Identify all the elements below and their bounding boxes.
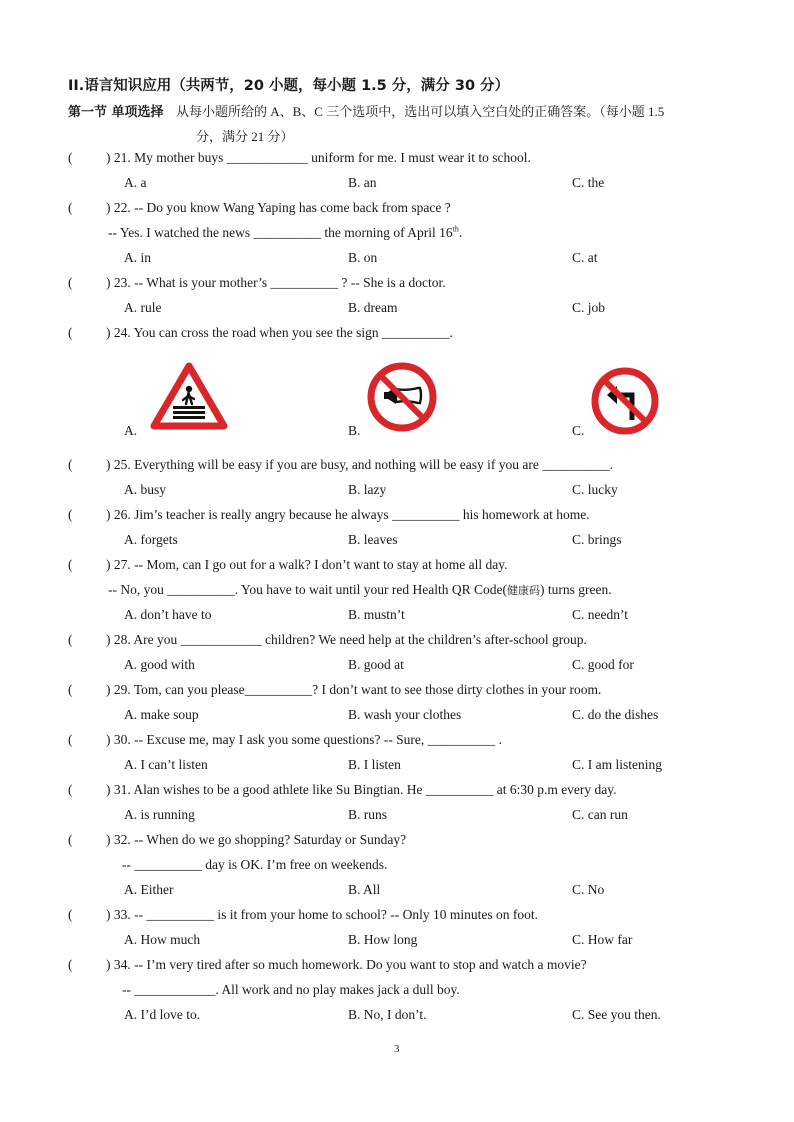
answer-bracket-32[interactable]: ( [68,832,73,847]
question-21-option-a[interactable]: A. a [124,175,147,190]
question-33-stem: ) 33. -- __________ is it from your home to school? -- Only 10 minutes on foot. [106,907,538,922]
section-title: II.语言知识应用（共两节，20 小题，每小题 1.5 分，满分 30 分） [68,78,510,94]
question-30-option-a[interactable]: A. I can’t listen [124,757,208,772]
question-31-option-a[interactable]: A. is running [124,807,195,822]
question-34-option-c[interactable]: C. See you then. [572,1007,661,1022]
question-21-stem: ) 21. My mother buys ____________ uniform for me. I must wear it to school. [106,150,531,165]
question-33-option-c[interactable]: C. How far [572,932,633,947]
question-26-option-c[interactable]: C. brings [572,532,622,547]
question-30-option-c[interactable]: C. I am listening [572,757,662,772]
answer-bracket-22[interactable]: ( [68,200,73,215]
question-34-option-b[interactable]: B. No, I don’t. [348,1007,427,1022]
answer-bracket-25[interactable]: ( [68,457,73,472]
question-27-option-a[interactable]: A. don’t have to [124,607,212,622]
question-31-option-b[interactable]: B. runs [348,807,388,822]
no-honking-sign-icon[interactable] [366,361,438,433]
question-26-stem: ) 26. Jim’s teacher is really angry because he always __________ his homework at home. [106,507,590,522]
question-24-option-c[interactable]: C. [572,423,585,438]
part-instruction: 从每小题所给的 A、B、C 三个选项中，选出可以填入空白处的正确答案。（每小题 1.5 [176,104,665,119]
question-22-option-b[interactable]: B. on [348,250,378,265]
answer-bracket-24[interactable]: ( [68,325,73,340]
question-24-option-a[interactable]: A. [124,423,138,438]
health-code-chinese: 健康码 [506,585,540,597]
question-29-option-b[interactable]: B. wash your clothes [348,707,462,722]
question-22-response-text: -- Yes. I watched the news __________ the morning of April 16 [108,225,453,240]
question-26-option-b[interactable]: B. leaves [348,532,398,547]
question-26-option-a[interactable]: A. forgets [124,532,178,547]
answer-bracket-34[interactable]: ( [68,957,73,972]
part-instruction-continued: 分，满分 21 分） [196,129,294,144]
part-label: 第一节 单项选择 [68,105,164,120]
question-34-option-a[interactable]: A. I’d love to. [124,1007,201,1022]
question-29-option-c[interactable]: C. do the dishes [572,707,659,722]
page-number: 3 [394,1043,400,1055]
question-23-option-a[interactable]: A. rule [124,300,162,315]
question-27-response-end: ) turns green. [539,582,612,597]
question-23-option-c[interactable]: C. job [572,300,606,315]
question-25-option-a[interactable]: A. busy [124,482,167,497]
question-32-response: -- __________ day is OK. I’m free on weekends. [122,857,388,872]
question-31-stem: ) 31. Alan wishes to be a good athlete like Su Bingtian. He __________ at 6:30 p.m every day. [106,782,617,797]
question-27-option-c[interactable]: C. needn’t [572,607,628,622]
question-22-response [108,225,462,241]
question-31-option-c[interactable]: C. can run [572,807,628,822]
question-27-response [108,582,612,598]
answer-bracket-27[interactable]: ( [68,557,73,572]
question-23-stem: ) 23. -- What is your mother’s __________ ? -- She is a doctor. [106,275,446,290]
question-34-response: -- ____________. All work and no play makes jack a dull boy. [122,982,460,997]
answer-bracket-26[interactable]: ( [68,507,73,522]
question-32-option-b[interactable]: B. All [348,882,381,897]
question-33-option-b[interactable]: B. How long [348,932,418,947]
question-25-option-c[interactable]: C. lucky [572,482,618,497]
question-23-option-b[interactable]: B. dream [348,300,398,315]
question-24-option-b[interactable]: B. [348,423,361,438]
question-32-option-c[interactable]: C. No [572,882,605,897]
question-29-option-a[interactable]: A. make soup [124,707,199,722]
answer-bracket-23[interactable]: ( [68,275,73,290]
question-34-stem: ) 34. -- I’m very tired after so much homework. Do you want to stop and watch a movie? [106,957,587,972]
answer-bracket-21[interactable]: ( [68,150,73,165]
no-left-turn-sign-icon[interactable] [590,366,660,436]
question-32-stem: ) 32. -- When do we go shopping? Saturday or Sunday? [106,832,407,847]
question-30-option-b[interactable]: B. I listen [348,757,401,772]
question-25-option-b[interactable]: B. lazy [348,482,387,497]
question-21-option-b[interactable]: B. an [348,175,377,190]
question-27-response-text: -- No, you __________. You have to wait until your red Health QR Code( [108,582,507,597]
ordinal-suffix: th [452,224,459,234]
question-24-stem: ) 24. You can cross the road when you see the sign __________. [106,325,453,340]
question-29-stem: ) 29. Tom, can you please__________? I don’t want to see those dirty clothes in your room. [106,682,602,697]
question-27-stem: ) 27. -- Mom, can I go out for a walk? I don’t want to stay at home all day. [106,557,508,572]
answer-bracket-30[interactable]: ( [68,732,73,747]
question-32-option-a[interactable]: A. Either [124,882,174,897]
question-22-response-end: . [458,225,463,240]
question-27-option-b[interactable]: B. mustn’t [348,607,405,622]
question-33-option-a[interactable]: A. How much [124,932,201,947]
answer-bracket-31[interactable]: ( [68,782,73,797]
answer-bracket-29[interactable]: ( [68,682,73,697]
answer-bracket-33[interactable]: ( [68,907,73,922]
question-22-option-a[interactable]: A. in [124,250,151,265]
question-22-stem: ) 22. -- Do you know Wang Yaping has come back from space ? [106,200,451,215]
question-30-stem: ) 30. -- Excuse me, may I ask you some questions? -- Sure, __________ . [106,732,502,747]
question-21-option-c[interactable]: C. the [572,175,605,190]
question-28-option-b[interactable]: B. good at [348,657,404,672]
question-25-stem: ) 25. Everything will be easy if you are busy, and nothing will be easy if you are __________. [106,457,614,472]
question-28-option-a[interactable]: A. good with [124,657,195,672]
question-28-option-c[interactable]: C. good for [572,657,634,672]
question-28-stem: ) 28. Are you ____________ children? We need help at the children’s after-school group. [106,632,587,647]
question-22-option-c[interactable]: C. at [572,250,598,265]
pedestrian-crossing-sign-icon[interactable] [150,362,228,430]
answer-bracket-28[interactable]: ( [68,632,73,647]
